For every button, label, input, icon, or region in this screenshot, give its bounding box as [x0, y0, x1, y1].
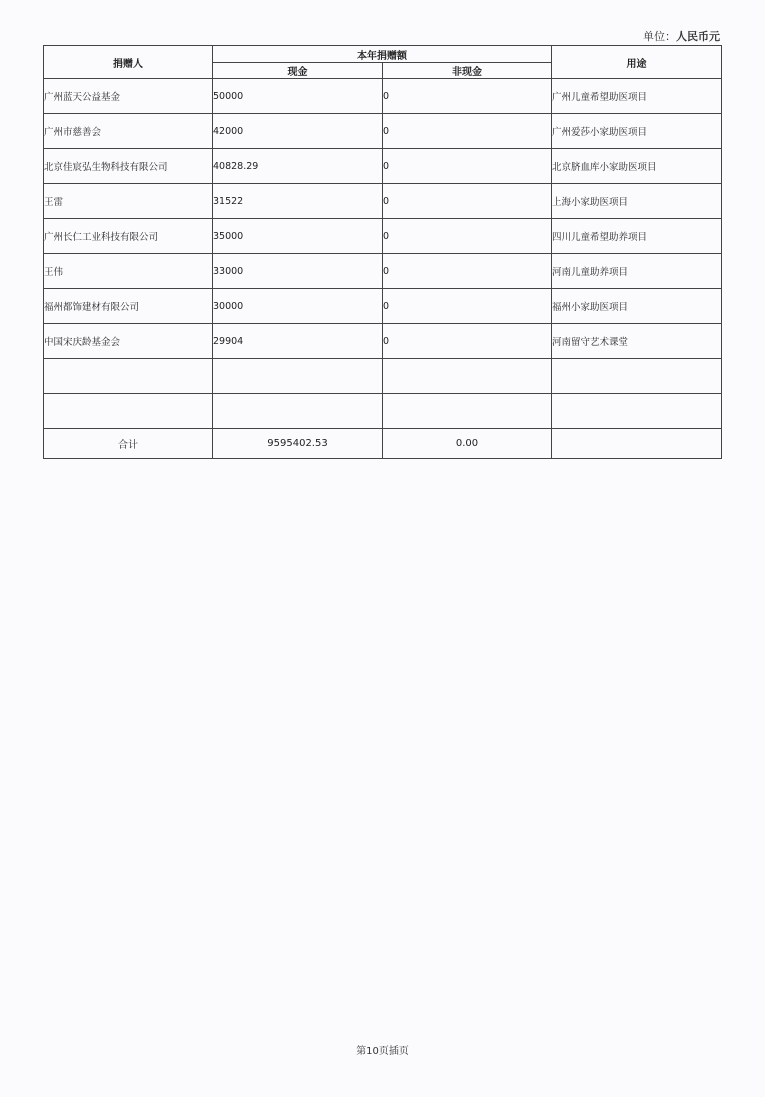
donation-table — [43, 45, 722, 459]
unit-prefix: 单位： — [643, 30, 676, 43]
header-purpose: 用途 — [552, 46, 722, 79]
purpose-cell: 四川儿童希望助养项目 — [552, 219, 722, 254]
donor-cell: 广州市慈善会 — [44, 114, 213, 149]
header-amount: 本年捐赠额 — [213, 46, 552, 63]
table-row — [44, 254, 722, 289]
purpose-cell: 广州爱莎小家助医项目 — [552, 114, 722, 149]
total-label: 合计 — [44, 429, 213, 459]
noncash-cell: 0 — [383, 289, 552, 324]
donor-cell: 王伟 — [44, 254, 213, 289]
table-row — [44, 149, 722, 184]
purpose-cell: 河南儿童助养项目 — [552, 254, 722, 289]
noncash-cell: 0 — [383, 79, 552, 114]
noncash-cell — [383, 394, 552, 429]
noncash-cell — [383, 359, 552, 394]
cash-cell: 40828.29 — [213, 149, 383, 184]
unit-value: 人民币元 — [676, 30, 720, 43]
noncash-cell: 0 — [383, 184, 552, 219]
cash-cell: 50000 — [213, 79, 383, 114]
total-row — [44, 429, 722, 459]
noncash-cell: 0 — [383, 254, 552, 289]
header-row-top — [44, 46, 722, 63]
donor-cell: 北京佳宸弘生物科技有限公司 — [44, 149, 213, 184]
table-row — [44, 184, 722, 219]
donor-cell: 广州蓝天公益基金 — [44, 79, 213, 114]
donor-cell: 中国宋庆龄基金会 — [44, 324, 213, 359]
cash-cell — [213, 359, 383, 394]
total-purpose — [552, 429, 722, 459]
purpose-cell: 福州小家助医项目 — [552, 289, 722, 324]
header-noncash: 非现金 — [383, 63, 552, 79]
cash-cell: 30000 — [213, 289, 383, 324]
cash-cell: 33000 — [213, 254, 383, 289]
donor-cell — [44, 394, 213, 429]
unit-label — [643, 28, 720, 44]
donor-cell: 王雷 — [44, 184, 213, 219]
header-cash: 现金 — [213, 63, 383, 79]
noncash-cell: 0 — [383, 114, 552, 149]
total-noncash: 0.00 — [383, 429, 552, 459]
donor-cell: 广州长仁工业科技有限公司 — [44, 219, 213, 254]
purpose-cell: 北京脐血库小家助医项目 — [552, 149, 722, 184]
table-row — [44, 79, 722, 114]
purpose-cell — [552, 359, 722, 394]
table-row — [44, 219, 722, 254]
total-cash: 9595402.53 — [213, 429, 383, 459]
purpose-cell — [552, 394, 722, 429]
page-footer: 第10页插页 — [356, 1046, 409, 1057]
purpose-cell: 河南留守艺术课堂 — [552, 324, 722, 359]
header-donor: 捐赠人 — [44, 46, 213, 79]
donor-cell — [44, 359, 213, 394]
cash-cell — [213, 394, 383, 429]
donor-cell: 福州都饰建材有限公司 — [44, 289, 213, 324]
noncash-cell: 0 — [383, 324, 552, 359]
table-row — [44, 289, 722, 324]
table-row-empty — [44, 394, 722, 429]
table-row — [44, 324, 722, 359]
cash-cell: 35000 — [213, 219, 383, 254]
table-row — [44, 114, 722, 149]
purpose-cell: 上海小家助医项目 — [552, 184, 722, 219]
table-row-empty — [44, 359, 722, 394]
purpose-cell: 广州儿童希望助医项目 — [552, 79, 722, 114]
noncash-cell: 0 — [383, 149, 552, 184]
noncash-cell: 0 — [383, 219, 552, 254]
cash-cell: 29904 — [213, 324, 383, 359]
cash-cell: 42000 — [213, 114, 383, 149]
cash-cell: 31522 — [213, 184, 383, 219]
